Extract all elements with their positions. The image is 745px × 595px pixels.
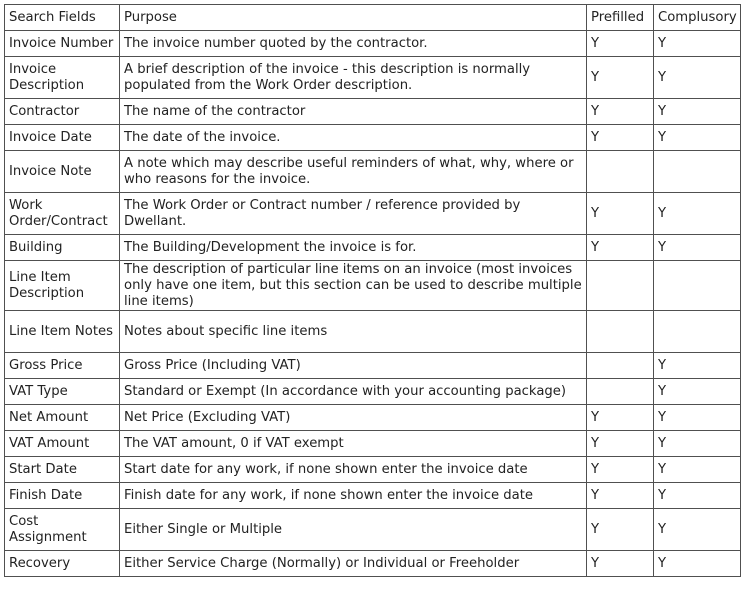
prefilled-value: Y <box>587 57 654 99</box>
table-row <box>5 311 741 353</box>
prefilled-value: Y <box>587 431 654 457</box>
table-row <box>5 457 741 483</box>
compulsory-value: Y <box>654 483 741 509</box>
prefilled-value: Y <box>587 457 654 483</box>
field-name: VAT Type <box>5 379 120 405</box>
table-row <box>5 379 741 405</box>
compulsory-value: Y <box>654 353 741 379</box>
table-row <box>5 193 741 235</box>
field-purpose: The Building/Development the invoice is for. <box>120 235 587 261</box>
header-compulsory: Complusory <box>654 5 741 31</box>
compulsory-value: Y <box>654 509 741 551</box>
compulsory-value <box>654 151 741 193</box>
field-name: Recovery <box>5 551 120 577</box>
field-name: Invoice Number <box>5 31 120 57</box>
field-name: Building <box>5 235 120 261</box>
field-purpose: Either Service Charge (Normally) or Individual or Freeholder <box>120 551 587 577</box>
table-row <box>5 483 741 509</box>
field-purpose: The description of particular line items on an invoice (most invoices only have one item, but this section can be used to describe multiple line items) <box>120 261 587 311</box>
compulsory-value <box>654 311 741 353</box>
prefilled-value: Y <box>587 31 654 57</box>
prefilled-value <box>587 151 654 193</box>
field-name: Invoice Date <box>5 125 120 151</box>
field-name: Contractor <box>5 99 120 125</box>
field-name: Invoice Description <box>5 57 120 99</box>
field-name: Net Amount <box>5 405 120 431</box>
table-row <box>5 261 741 311</box>
prefilled-value <box>587 353 654 379</box>
field-name: Gross Price <box>5 353 120 379</box>
field-name: Finish Date <box>5 483 120 509</box>
compulsory-value: Y <box>654 235 741 261</box>
header-purpose: Purpose <box>120 5 587 31</box>
prefilled-value: Y <box>587 405 654 431</box>
field-purpose: The invoice number quoted by the contractor. <box>120 31 587 57</box>
compulsory-value: Y <box>654 99 741 125</box>
field-purpose: Either Single or Multiple <box>120 509 587 551</box>
table-row <box>5 57 741 99</box>
compulsory-value: Y <box>654 405 741 431</box>
table-row <box>5 235 741 261</box>
field-purpose: The VAT amount, 0 if VAT exempt <box>120 431 587 457</box>
prefilled-value: Y <box>587 235 654 261</box>
prefilled-value <box>587 261 654 311</box>
field-name: VAT Amount <box>5 431 120 457</box>
field-purpose: Start date for any work, if none shown enter the invoice date <box>120 457 587 483</box>
field-purpose: Notes about specific line items <box>120 311 587 353</box>
table-row <box>5 125 741 151</box>
field-purpose: The name of the contractor <box>120 99 587 125</box>
compulsory-value: Y <box>654 457 741 483</box>
prefilled-value <box>587 311 654 353</box>
field-purpose: A note which may describe useful reminders of what, why, where or who reasons for the invoice. <box>120 151 587 193</box>
table-row <box>5 99 741 125</box>
table-row <box>5 551 741 577</box>
compulsory-value: Y <box>654 125 741 151</box>
prefilled-value: Y <box>587 125 654 151</box>
compulsory-value <box>654 261 741 311</box>
field-purpose: Standard or Exempt (In accordance with your accounting package) <box>120 379 587 405</box>
prefilled-value: Y <box>587 99 654 125</box>
prefilled-value <box>587 379 654 405</box>
prefilled-value: Y <box>587 509 654 551</box>
field-name: Line Item Description <box>5 261 120 311</box>
field-name: Start Date <box>5 457 120 483</box>
compulsory-value: Y <box>654 379 741 405</box>
field-purpose: A brief description of the invoice - this description is normally populated from the Work Order description. <box>120 57 587 99</box>
header-prefilled: Prefilled <box>587 5 654 31</box>
table-header-row <box>5 5 741 31</box>
compulsory-value: Y <box>654 431 741 457</box>
field-purpose: Finish date for any work, if none shown enter the invoice date <box>120 483 587 509</box>
table-row <box>5 431 741 457</box>
prefilled-value: Y <box>587 551 654 577</box>
field-name: Cost Assignment <box>5 509 120 551</box>
table-row <box>5 31 741 57</box>
table-row <box>5 509 741 551</box>
compulsory-value: Y <box>654 57 741 99</box>
prefilled-value: Y <box>587 483 654 509</box>
table-row <box>5 151 741 193</box>
compulsory-value: Y <box>654 193 741 235</box>
compulsory-value: Y <box>654 551 741 577</box>
field-purpose: Gross Price (Including VAT) <box>120 353 587 379</box>
field-name: Invoice Note <box>5 151 120 193</box>
compulsory-value: Y <box>654 31 741 57</box>
field-name: Line Item Notes <box>5 311 120 353</box>
field-purpose: Net Price (Excluding VAT) <box>120 405 587 431</box>
field-purpose: The Work Order or Contract number / reference provided by Dwellant. <box>120 193 587 235</box>
table-row <box>5 405 741 431</box>
header-search-fields: Search Fields <box>5 5 120 31</box>
prefilled-value: Y <box>587 193 654 235</box>
search-fields-table <box>4 4 741 577</box>
field-purpose: The date of the invoice. <box>120 125 587 151</box>
table-row <box>5 353 741 379</box>
field-name: Work Order/Contract <box>5 193 120 235</box>
